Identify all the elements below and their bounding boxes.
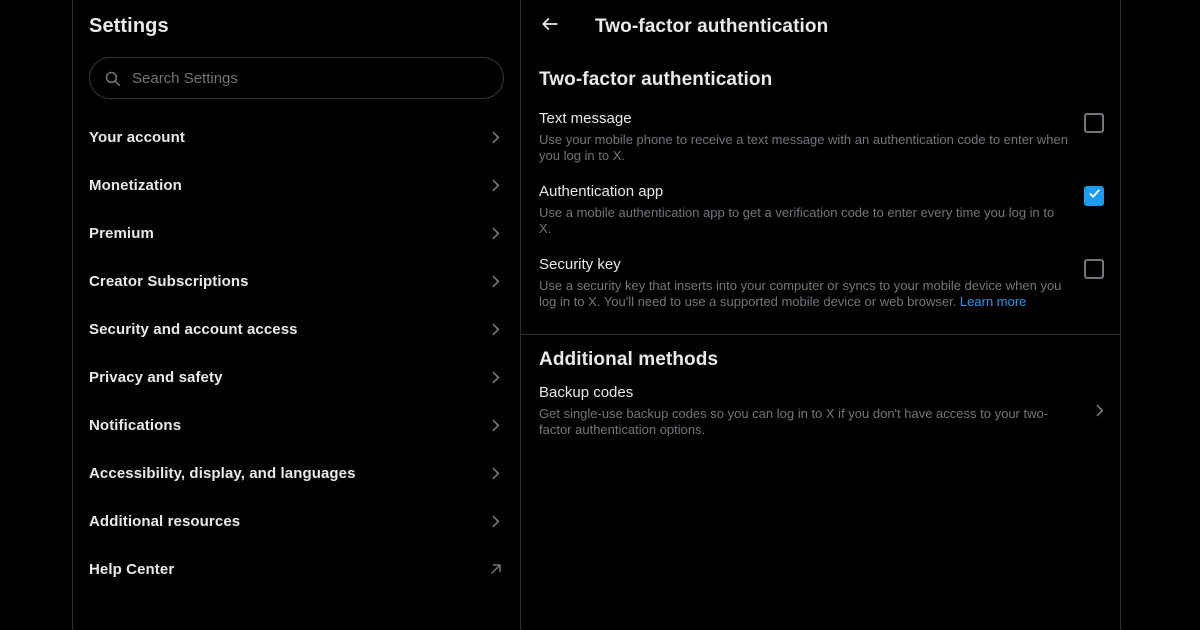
sidebar-item-monetization[interactable] <box>73 161 520 209</box>
option-title: Text message <box>539 110 632 127</box>
option-description: Use a mobile authentication app to get a verification code to enter every time you log in to X. <box>539 205 1055 236</box>
chevron-right-icon <box>487 513 504 530</box>
learn-more-link[interactable]: Learn more <box>959 294 1027 309</box>
external-link-icon <box>488 561 504 577</box>
section-heading-additional-methods: Additional methods <box>539 349 719 370</box>
sidebar-item-help-center[interactable] <box>73 545 520 593</box>
sidebar-item-label: Monetization <box>89 176 182 194</box>
sidebar-item-label: Your account <box>89 128 185 146</box>
sidebar-item-additional-resources[interactable] <box>73 497 520 545</box>
arrow-left-icon <box>540 14 560 39</box>
option-text-message[interactable] <box>521 105 1120 178</box>
chevron-right-icon <box>487 273 504 290</box>
checkbox-text-message[interactable] <box>1084 113 1104 133</box>
search-input[interactable] <box>132 70 489 87</box>
sidebar-item-your-account[interactable] <box>73 113 520 161</box>
option-authentication-app[interactable] <box>521 178 1120 251</box>
two-factor-authentication-pane <box>521 0 1121 630</box>
chevron-right-icon <box>487 369 504 386</box>
sidebar-item-label: Notifications <box>89 416 182 434</box>
sidebar-item-creator-subscriptions[interactable] <box>73 257 520 305</box>
sidebar-item-label: Premium <box>89 224 154 242</box>
sidebar-item-label: Creator Subscriptions <box>89 272 249 290</box>
checkbox-authentication-app[interactable] <box>1084 186 1104 206</box>
chevron-right-icon <box>1091 402 1108 419</box>
option-text <box>539 255 1068 310</box>
left-nav-gutter <box>0 0 73 630</box>
sidebar-item-label: Security and account access <box>89 320 298 338</box>
sidebar-item-label: Accessibility, display, and languages <box>89 464 356 482</box>
sidebar-item-accessibility-display-and-languages[interactable] <box>73 449 520 497</box>
sidebar-item-premium[interactable] <box>73 209 520 257</box>
search-box[interactable] <box>89 57 504 99</box>
option-description <box>539 278 1068 310</box>
sidebar-header <box>73 0 520 53</box>
chevron-right-icon <box>487 321 504 338</box>
page-title: Settings <box>89 15 169 37</box>
sidebar-item-notifications[interactable] <box>73 401 520 449</box>
chevron-right-icon <box>487 225 504 242</box>
sidebar-item-security-and-account-access[interactable] <box>73 305 520 353</box>
check-icon <box>1088 187 1101 205</box>
detail-header <box>521 0 1120 53</box>
sidebar-item-privacy-and-safety[interactable] <box>73 353 520 401</box>
option-description-text: Use a security key that inserts into your computer or syncs to your mobile device when you log in to X. You'll need to use a supported mobile device or web browser. <box>539 278 1062 309</box>
chevron-right-icon <box>487 417 504 434</box>
sidebar-item-label: Help Center <box>89 560 175 578</box>
checkbox-security-key[interactable] <box>1084 259 1104 279</box>
chevron-right-icon <box>487 465 504 482</box>
right-filler <box>1121 0 1200 630</box>
search-icon <box>104 70 121 87</box>
option-backup-codes[interactable] <box>521 381 1120 452</box>
settings-nav-list <box>73 111 520 593</box>
section-heading-two-factor: Two-factor authentication <box>539 69 773 90</box>
search-section <box>73 53 520 111</box>
chevron-right-icon <box>487 177 504 194</box>
option-description: Use your mobile phone to receive a text message with an authentication code to enter when you log in to X. <box>539 132 1068 163</box>
option-title: Authentication app <box>539 183 664 200</box>
option-title: Backup codes <box>539 384 634 401</box>
option-text <box>539 182 1068 237</box>
sidebar-item-label: Privacy and safety <box>89 368 223 386</box>
option-security-key[interactable] <box>521 251 1120 324</box>
option-description: Get single-use backup codes so you can log in to X if you don't have access to your two-factor authentication options. <box>539 406 1049 437</box>
sidebar-item-label: Additional resources <box>89 512 241 530</box>
chevron-right-icon <box>487 129 504 146</box>
option-text <box>539 109 1068 164</box>
settings-sidebar <box>73 0 521 630</box>
back-button[interactable] <box>533 10 567 44</box>
option-text <box>539 383 1075 438</box>
option-title: Security key <box>539 256 621 273</box>
detail-title: Two-factor authentication <box>595 15 829 37</box>
